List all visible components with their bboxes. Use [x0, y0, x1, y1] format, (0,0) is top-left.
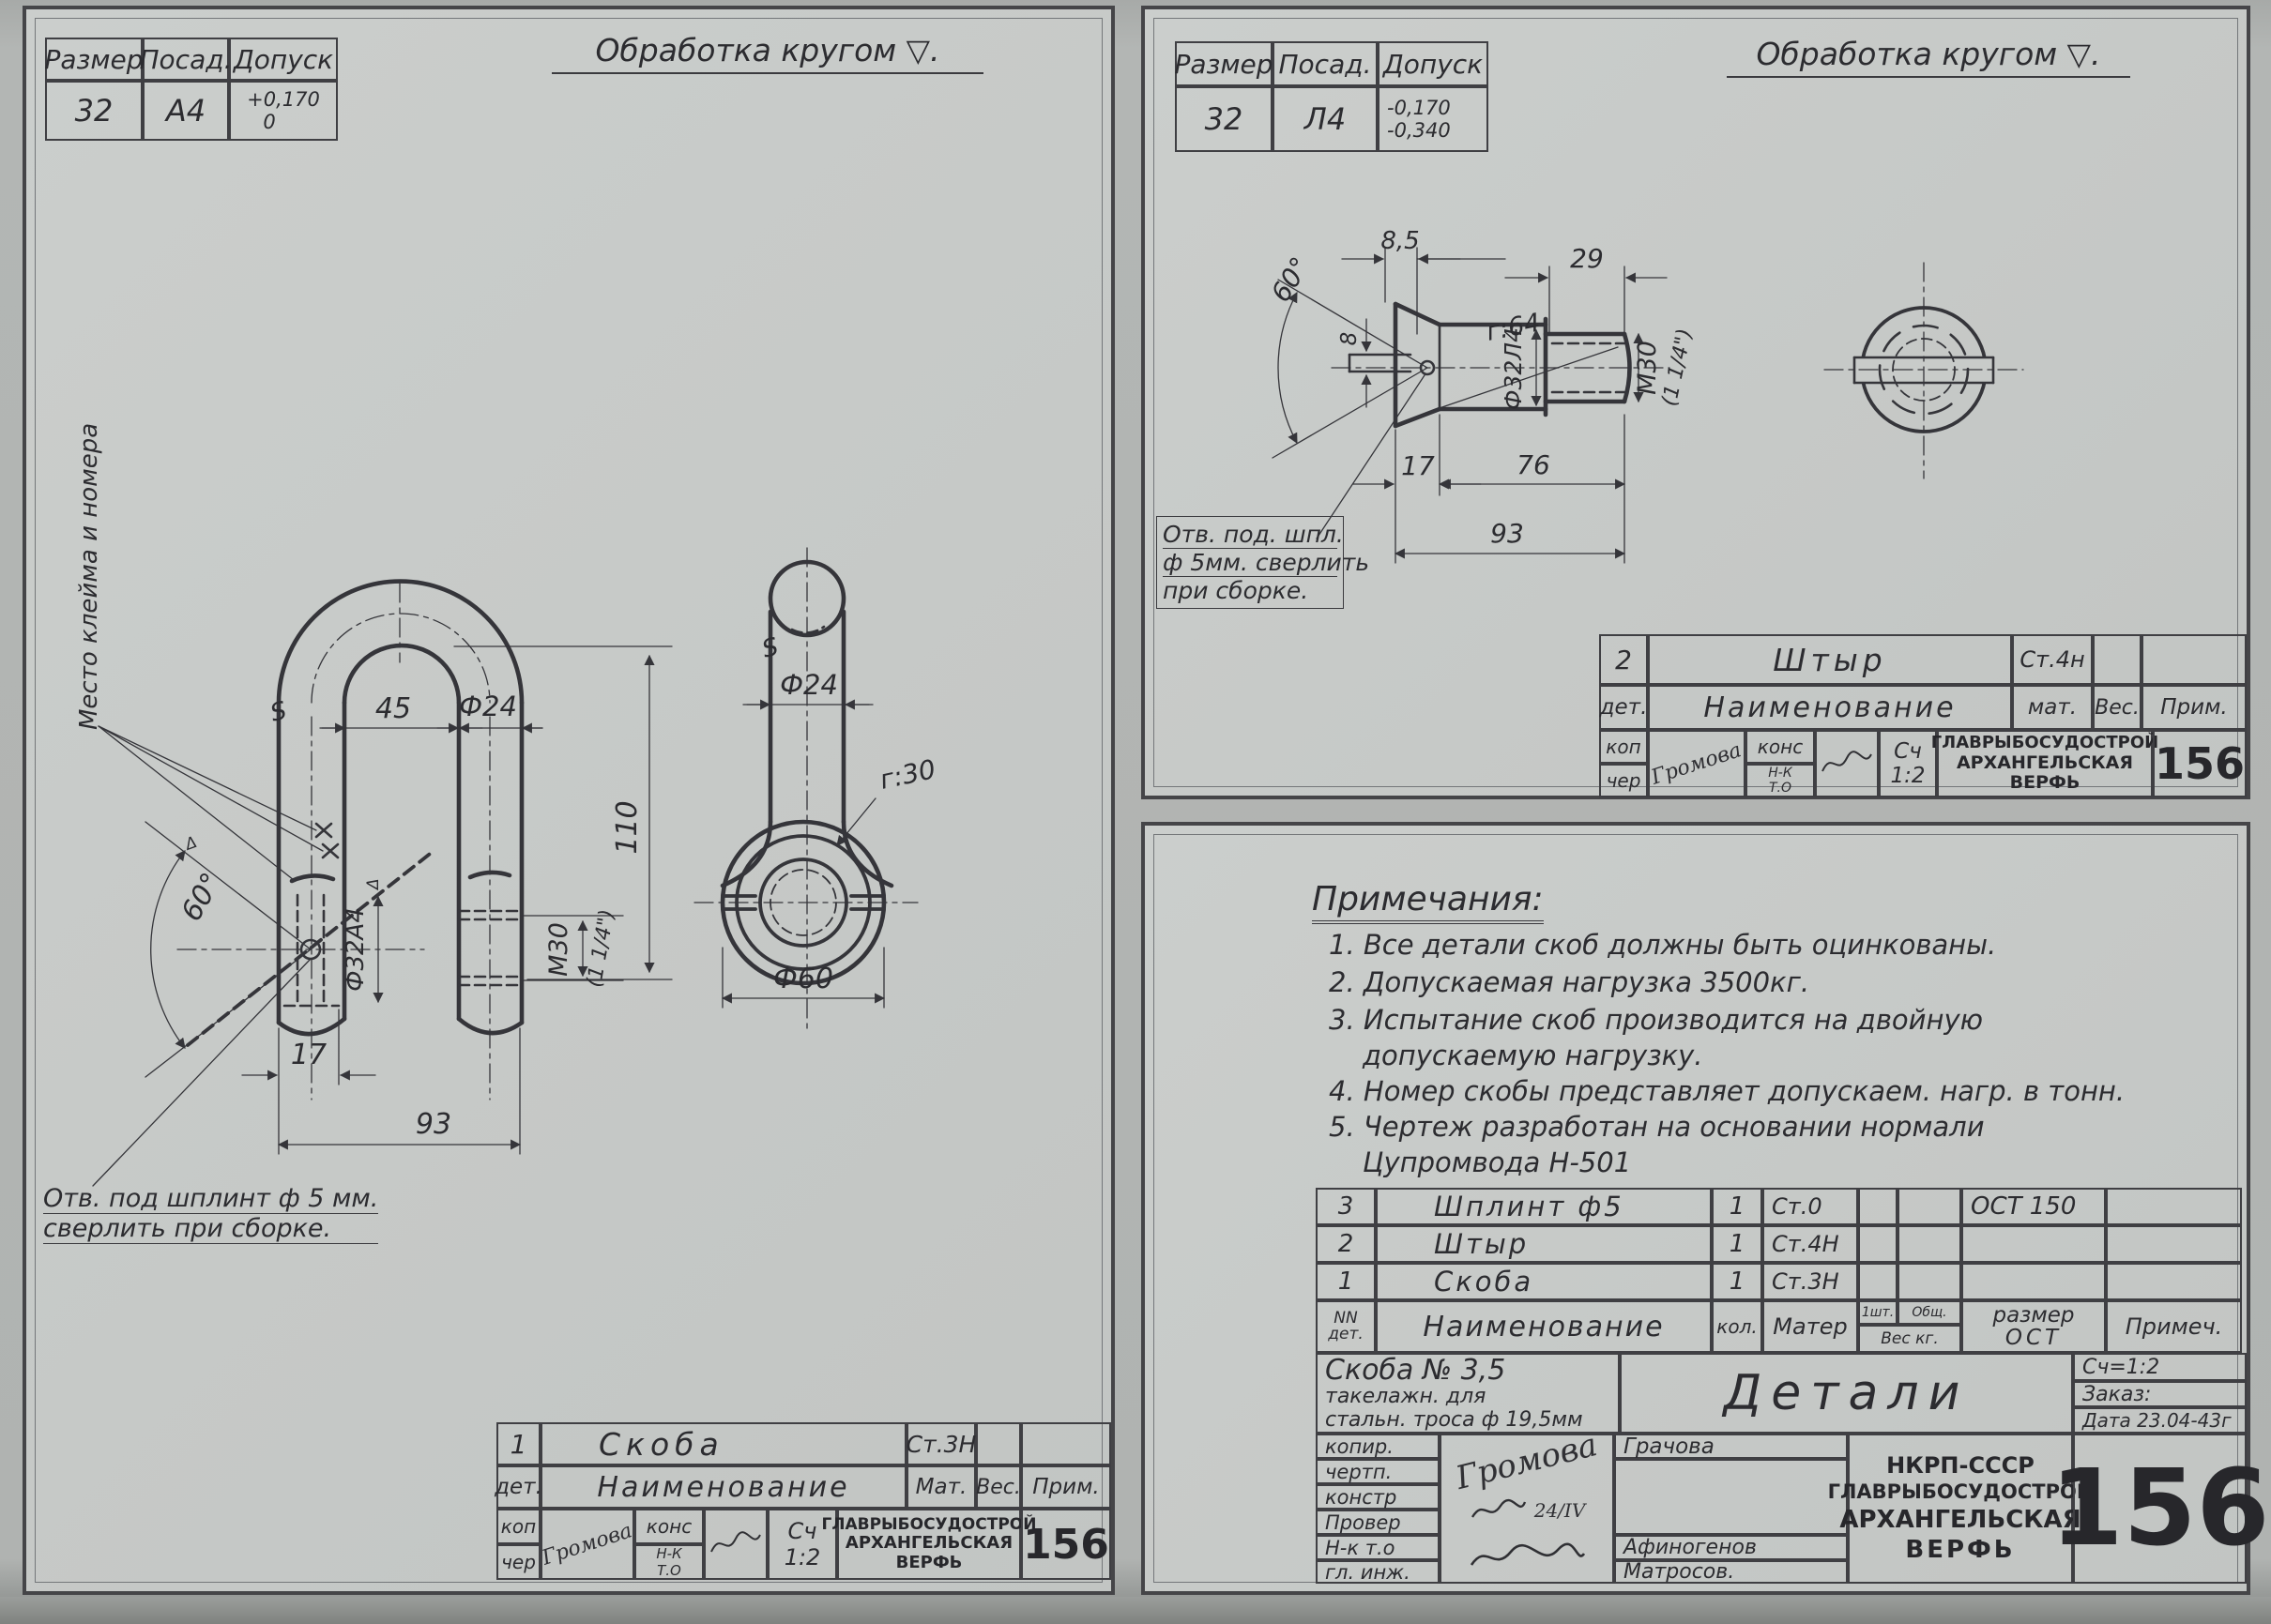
part-row-ost	[1961, 1263, 2106, 1300]
mt-empty-cell	[1614, 1459, 1848, 1535]
tb-org-3: ВЕРФЬ	[895, 1552, 963, 1572]
dim-height: 110	[611, 800, 644, 855]
part-row-mat: Ст.4Н	[1762, 1225, 1858, 1263]
tb-note-value	[1021, 1422, 1111, 1465]
panel-shackle-sheet	[23, 6, 1115, 1595]
parts-h-ost1: размер	[1992, 1302, 2075, 1328]
mt-role-chert: чертп.	[1316, 1459, 1440, 1484]
mt-role-nkto: Н-к т.о	[1316, 1535, 1440, 1560]
part-row-mat: Ст.0	[1762, 1188, 1858, 1225]
part-row-note	[2106, 1188, 2242, 1225]
mt-signatures	[1440, 1425, 1614, 1584]
fit-header-size: Размер	[1175, 41, 1273, 86]
tb-cher: чер	[1599, 764, 1648, 797]
parts-h-w2: Общ.	[1898, 1300, 1961, 1325]
mt-role-glinzh: гл. инж.	[1316, 1560, 1440, 1584]
part-row-w2	[1898, 1263, 1961, 1300]
dim-29: 29	[1570, 243, 1604, 274]
tol-lower: -0,340	[1387, 119, 1451, 142]
part-row-note	[2106, 1225, 2242, 1263]
part-row-name: Скоба	[1376, 1263, 1712, 1300]
part-row-qty: 1	[1712, 1225, 1762, 1263]
tb-h-prim: Прим.	[2141, 685, 2247, 730]
dim-taper: г:64	[1484, 308, 1543, 347]
dim-side-tube: Ф24	[780, 669, 838, 701]
tb-scale-label: Сч	[1894, 739, 1922, 764]
tb-signature	[1648, 730, 1745, 797]
part-row-note	[2106, 1263, 2242, 1300]
mt-item-sub1: такелажн. для	[1325, 1385, 1486, 1409]
tb-nk-to	[1745, 764, 1815, 797]
mt-drawing-number: 156	[2073, 1434, 2247, 1584]
dim-dia: Ф32Л4	[1500, 326, 1527, 411]
signature-scribble	[708, 1525, 764, 1563]
parts-h-mat: Матер	[1762, 1300, 1858, 1353]
tb-kop: коп	[496, 1509, 541, 1544]
tb-part-name: Штыр	[1648, 634, 2012, 685]
tb-scale-label: Сч	[787, 1518, 817, 1544]
parts-h-note: Примеч.	[2106, 1300, 2242, 1353]
panel-notes-title	[1141, 822, 2270, 1595]
parts-h-w3: Вес кг.	[1858, 1325, 1961, 1353]
note-line: 1. Все детали скоб должны быть оцинкованы.	[1329, 929, 1997, 961]
tb-org-1: ГЛАВРЫБОСУДОСТРОЙ	[821, 1514, 1037, 1534]
tb-scale-value: 1:2	[1890, 764, 1926, 788]
part-row-qty: 1	[1712, 1188, 1762, 1225]
mt-approver-name: Афиногенов	[1614, 1535, 1848, 1560]
drill-note-line1: Отв. под. шпл.	[1163, 521, 1344, 548]
mt-order: Заказ:	[2073, 1381, 2247, 1407]
mt-org-2: ГЛАВРЫБОСУДОСТРОЙ	[1827, 1480, 2094, 1504]
mt-role-konstr: констр	[1316, 1484, 1440, 1510]
part-row-w1	[1858, 1263, 1898, 1300]
parts-h-ost	[1961, 1300, 2106, 1353]
mt-doc-title: Детали	[1620, 1353, 2073, 1434]
stamp-location-note: Место клейма и номера	[75, 422, 103, 730]
surface-s-mark: S	[267, 696, 290, 728]
tb-kop: коп	[1599, 730, 1648, 764]
tb-scale-value: 1:2	[784, 1544, 821, 1571]
shackle-drawing	[26, 9, 1119, 1599]
tb-cher: чер	[496, 1544, 541, 1580]
tb-org-2: АРХАНГЕЛЬСКАЯ	[845, 1533, 1014, 1554]
dim-93: 93	[1490, 518, 1524, 549]
note-line: 5. Чертеж разработан на основании нормали	[1329, 1111, 1985, 1143]
dim-76: 76	[1517, 449, 1550, 480]
dim-17: 17	[1401, 450, 1435, 481]
drill-note	[1156, 516, 1370, 609]
fit-tolerance	[1378, 86, 1488, 152]
parts-h-qty: кол.	[1712, 1300, 1762, 1353]
tb-signature-2	[1815, 730, 1879, 797]
tb-material: Ст.4н	[2012, 634, 2093, 685]
parts-h-no1: NN	[1334, 1309, 1358, 1328]
mt-scale: Сч=1:2	[2073, 1353, 2247, 1381]
fit-header-fit: Посад.	[1273, 41, 1378, 86]
tb-drawing-number: 156	[2153, 730, 2247, 797]
note-line: 2. Допускаемая нагрузка 3500кг.	[1329, 966, 1810, 998]
part-row-w2	[1898, 1188, 1961, 1225]
part-row-qty: 1	[1712, 1263, 1762, 1300]
finish-note: Обработка кругом ▽.	[552, 32, 983, 74]
drill-note-line3: при сборке.	[1163, 577, 1309, 604]
part-row-name: Шплинт ф5	[1376, 1188, 1712, 1225]
signature-date: 24/IV	[1533, 1498, 1586, 1522]
tb-h-det: дет.	[496, 1465, 541, 1509]
dim-radius: г:30	[876, 753, 938, 796]
tb-h-prim: Прим.	[1021, 1465, 1111, 1509]
finish-note: Обработка кругом ▽.	[1727, 36, 2130, 78]
tb-h-name: Наименование	[1648, 685, 2012, 730]
part-row-ost	[1961, 1225, 2106, 1263]
dim-angle: 60°	[175, 867, 229, 927]
part-row-no: 2	[1316, 1225, 1376, 1263]
mt-checker-name: Грачова	[1614, 1434, 1848, 1459]
dim-gap: 45	[374, 692, 412, 725]
mt-date: Дата 23.04-43г	[2073, 1407, 2247, 1434]
signature-gromova: Громова	[1648, 737, 1745, 790]
dim-tube: Ф24	[459, 691, 517, 722]
tb-h-mat: Мат.	[907, 1465, 976, 1509]
tb-h-det: дет.	[1599, 685, 1648, 730]
drill-note	[43, 1184, 378, 1244]
tb-material: Ст.3Н	[907, 1422, 976, 1465]
tb-nk: Н-К	[1768, 766, 1792, 781]
mt-org-4: ВЕРФЬ	[1905, 1536, 2016, 1565]
parts-h-name: Наименование	[1376, 1300, 1712, 1353]
fit-size: 32	[1175, 86, 1273, 152]
scan-edge	[0, 1597, 2271, 1624]
tb-weight-value	[2093, 634, 2141, 685]
mt-org-3: АРХАНГЕЛЬСКАЯ	[1839, 1505, 2081, 1534]
dim-offset: 17	[290, 1039, 328, 1071]
tol-lower: 0	[263, 111, 276, 133]
tb-kons: конс	[1745, 730, 1815, 764]
part-row-w1	[1858, 1225, 1898, 1263]
dim-thread: М30	[1633, 341, 1662, 395]
signature-gromova: Громова	[1452, 1425, 1602, 1497]
note-line: допускаемую нагрузку.	[1363, 1040, 1703, 1071]
parts-h-w1: 1шт.	[1858, 1300, 1898, 1325]
tb-weight-value	[976, 1422, 1021, 1465]
mt-item	[1316, 1353, 1620, 1434]
tb-nk-to	[634, 1544, 704, 1580]
tb-h-mat: мат.	[2012, 685, 2093, 730]
fit-header-tol: Допуск	[1378, 41, 1488, 86]
mt-org-1: НКРП-СССР	[1886, 1452, 2035, 1480]
tb-drawing-number: 156	[1021, 1509, 1111, 1580]
mt-item-sub2: стальн. троса ф 19,5мм	[1325, 1407, 1583, 1432]
fit-header-size: Размер	[45, 38, 143, 81]
tb-signature	[541, 1509, 634, 1580]
tb-note-value	[2141, 634, 2247, 685]
fit-header-fit: Посад.	[143, 38, 229, 81]
dim-thread-inch: (1 1/4")	[1657, 326, 1698, 409]
tol-upper: +0,170	[247, 88, 320, 111]
tb-org-2: АРХАНГЕЛЬСКАЯ	[1956, 751, 2134, 773]
tb-kons: конс	[634, 1509, 704, 1544]
tb-scale	[1879, 730, 1937, 797]
parts-h-no	[1316, 1300, 1376, 1353]
fit-tolerance	[229, 81, 338, 141]
tb-h-ves: Вес.	[2093, 685, 2141, 730]
part-row-w2	[1898, 1225, 1961, 1263]
drill-note-line2: ф 5мм. сверлить	[1163, 549, 1370, 576]
dim-span: 93	[415, 1108, 452, 1141]
parts-h-no2: дет.	[1328, 1325, 1364, 1343]
tb-to: Т.О	[657, 1562, 681, 1579]
mt-chief-name: Матросов.	[1614, 1560, 1848, 1584]
tb-nk: Н-К	[656, 1545, 682, 1562]
panel-pin-sheet	[1141, 6, 2250, 799]
tb-det-no: 1	[496, 1422, 541, 1465]
tb-det-no: 2	[1599, 634, 1648, 685]
dim-thread: М30	[544, 922, 573, 977]
mt-item-title: Скоба № 3,5	[1325, 1354, 1506, 1388]
signature-scribble	[1469, 1495, 1529, 1526]
note-line: 4. Номер скобы представляет допускаем. нагр. в тонн.	[1329, 1075, 2126, 1107]
part-row-no: 1	[1316, 1263, 1376, 1300]
dim-hole: Ф32А4	[342, 907, 370, 992]
drill-note-line2: сверлить при сборке.	[43, 1214, 378, 1244]
tb-part-name: Скоба	[541, 1422, 907, 1465]
note-line: Цупромвода Н-501	[1363, 1146, 1632, 1178]
triangle-mark: Δ	[182, 832, 200, 855]
tb-h-name: Наименование	[541, 1465, 907, 1509]
tb-signature-2	[704, 1509, 768, 1580]
tol-upper: -0,170	[1387, 97, 1451, 119]
part-row-ost: ОСТ 150	[1961, 1188, 2106, 1225]
fit-size: 32	[45, 81, 143, 141]
dim-angle: 60°	[1264, 251, 1317, 308]
tb-org-1: ГЛАВРЫБОСУДОСТРОЙ	[1930, 732, 2159, 752]
parts-h-ost2: ОСТ	[2004, 1326, 2063, 1350]
dim-eye: Ф60	[773, 963, 833, 995]
signature-gromova: Громова	[539, 1518, 636, 1571]
notes-title: Примечания:	[1312, 880, 1544, 924]
part-row-no: 3	[1316, 1188, 1376, 1225]
dim-slot: 8	[1337, 331, 1362, 346]
tb-h-ves: Вес.	[976, 1465, 1021, 1509]
fit-header-tol: Допуск	[229, 38, 338, 81]
mt-org-stamp	[1827, 1434, 2094, 1584]
fit-class: Л4	[1273, 86, 1378, 152]
part-row-w1	[1858, 1188, 1898, 1225]
part-row-name: Штыр	[1376, 1225, 1712, 1263]
tb-org	[821, 1509, 1037, 1580]
dim-head-w: 8,5	[1380, 227, 1420, 255]
tb-to: Т.О	[1768, 781, 1792, 796]
drill-note-line1: Отв. под шплинт ф 5 мм.	[43, 1184, 379, 1213]
tb-org-3: ВЕРФЬ	[2009, 772, 2080, 794]
signature-scribble	[1466, 1541, 1588, 1574]
mt-role-prover: Провер	[1316, 1510, 1440, 1535]
tb-org	[1930, 730, 2159, 797]
mt-role-kopir: копир.	[1316, 1434, 1440, 1459]
part-row-mat: Ст.3Н	[1762, 1263, 1858, 1300]
note-line: 3. Испытание скоб производится на двойную	[1329, 1004, 1984, 1036]
dim-thread-inch: (1 1/4")	[583, 907, 620, 990]
triangle-mark: Δ	[364, 878, 383, 889]
signature-scribble	[1819, 745, 1875, 782]
surface-s-mark: S	[759, 632, 782, 664]
fit-class: А4	[143, 81, 229, 141]
